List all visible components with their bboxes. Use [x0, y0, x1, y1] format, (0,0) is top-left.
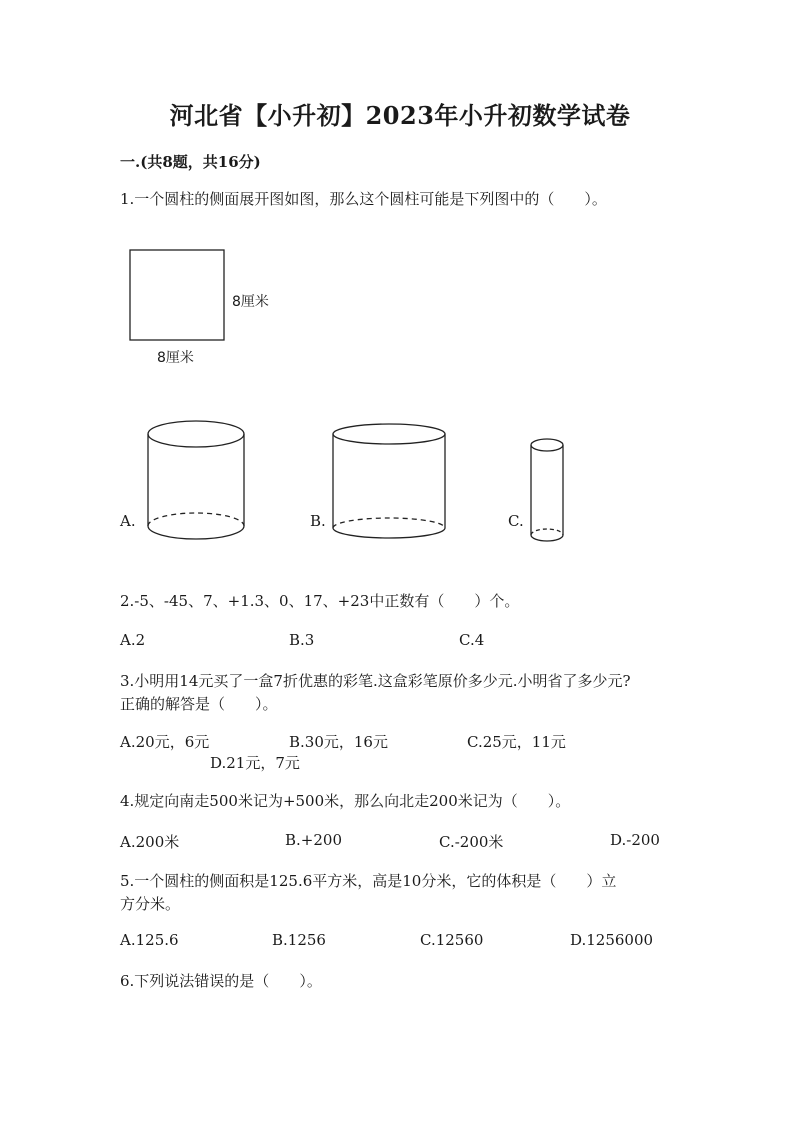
question-3-line1: 3.小明用14元买了一盒7折优惠的彩笔.这盒彩笔原价多少元.小明省了多少元?: [120, 672, 631, 690]
q5-option-b: B.1256: [272, 931, 326, 949]
page-title: 河北省【小升初】2023年小升初数学试卷: [169, 101, 631, 130]
q1-option-b: B.: [310, 512, 326, 530]
q3-option-b: B.30元，16元: [289, 733, 388, 751]
q5-option-a: A.125.6: [120, 931, 179, 949]
unfolded-square: [130, 250, 224, 340]
question-1-text: 1.一个圆柱的侧面展开图如图，那么这个圆柱可能是下列图中的（ ）。: [120, 190, 607, 208]
q4-option-b: B.+200: [285, 831, 342, 849]
question-5-line2: 方分米。: [120, 895, 181, 913]
q4-option-d: D.-200: [610, 831, 660, 849]
question-3-line2: 正确的解答是（ ）。: [120, 695, 278, 713]
q5-option-d: D.1256000: [570, 931, 654, 949]
cylinder-b: [333, 424, 445, 538]
q5-option-c: C.12560: [420, 931, 484, 949]
question-2-text: 2.-5、-45、7、+1.3、0、17、+23中正数有（ ）个。: [120, 592, 520, 610]
section-heading: 一.(共8题，共16分): [120, 153, 261, 171]
square-side-label: 8厘米: [232, 294, 269, 310]
cylinder-c: [531, 439, 563, 541]
q2-option-a: A.2: [120, 631, 146, 649]
q2-option-b: B.3: [289, 631, 315, 649]
q4-option-a: A.200米: [120, 833, 180, 851]
q3-option-d: D.21元，7元: [210, 754, 300, 772]
question-6-text: 6.下列说法错误的是（ ）。: [120, 972, 322, 990]
q2-option-c: C.4: [459, 631, 485, 649]
square-bottom-label: 8厘米: [157, 350, 194, 366]
q4-option-c: C.-200米: [439, 833, 504, 851]
q3-option-a: A.20元，6元: [120, 733, 210, 751]
q3-option-c: C.25元，11元: [467, 733, 566, 751]
question-4-text: 4.规定向南走500米记为+500米，那么向北走200米记为（ ）。: [120, 792, 571, 810]
q1-option-c: C.: [508, 512, 524, 530]
cylinder-a: [148, 421, 244, 539]
q1-option-a: A.: [120, 512, 136, 530]
question-5-line1: 5.一个圆柱的侧面积是125.6平方米，高是10分米，它的体积是（ ）立: [120, 872, 617, 890]
